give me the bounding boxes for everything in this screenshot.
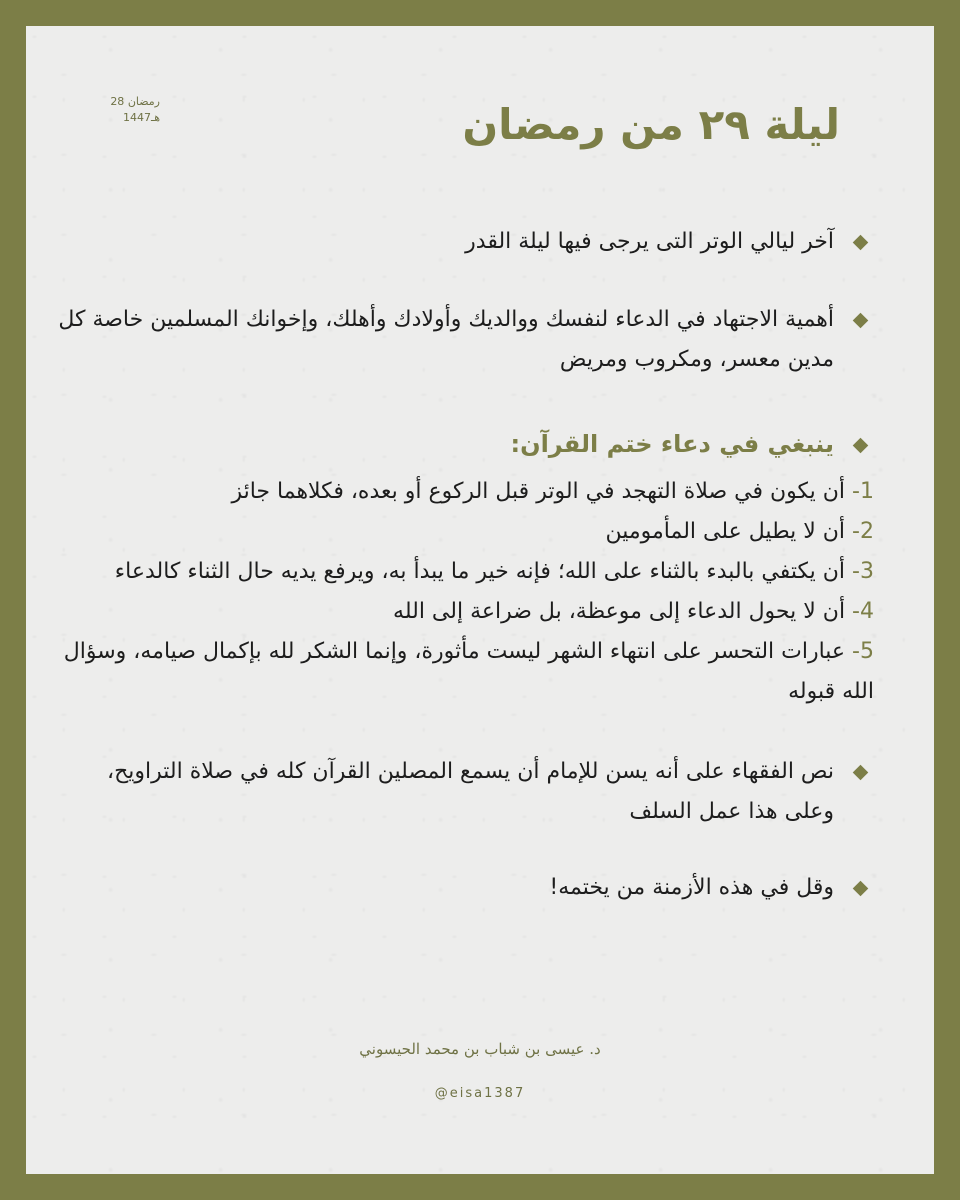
- bullet-text: وقل في هذه الأزمنة من يختمه!: [549, 875, 834, 900]
- list-item-text: عبارات التحسر على انتهاء الشهر ليست مأثورة، وإنما الشكر لله بإكمال صيامه، وسؤال الله قبوله: [63, 639, 874, 704]
- list-item-text: أن لا يحول الدعاء إلى موعظة، بل ضراعة إلى الله: [393, 599, 853, 624]
- diamond-bullet-icon: [853, 438, 869, 454]
- diamond-bullet-icon: [853, 235, 869, 251]
- list-item-text: أن يكون في صلاة التهجد في الوتر قبل الركوع أو بعده، فكلاهما جائز: [231, 479, 853, 504]
- post-card: [26, 26, 934, 1174]
- list-item-text: أن يكتفي بالبدء بالثناء على الله؛ فإنه خير ما يبدأ به، ويرفع يديه حال الثناء كالدعاء: [114, 559, 853, 584]
- content-body: [54, 222, 874, 908]
- list-item: [54, 632, 874, 712]
- page-title: ليلة ٢٩ من رمضان: [462, 100, 840, 149]
- list-item: [54, 472, 874, 512]
- list-item: [54, 592, 874, 632]
- bullet-text: آخر ليالي الوتر التى يرجى فيها ليلة القدر: [465, 229, 834, 254]
- bullet-text: نص الفقهاء على أنه يسن للإمام أن يسمع المصلين القرآن كله في صلاة التراويح، وعلى هذا عمل السلف: [106, 759, 834, 824]
- diamond-bullet-icon: [853, 313, 869, 329]
- heading-text: ينبغي في دعاء ختم القرآن:: [510, 430, 834, 458]
- numbered-list: [54, 472, 874, 712]
- bullet-full-recitation: [54, 752, 874, 832]
- section-heading: [54, 424, 874, 464]
- author-signature: د. عيسى بن شباب بن محمد الحيسوني: [359, 1040, 601, 1058]
- list-item-text: أن لا يطيل على المأمومين: [605, 519, 853, 544]
- bullet-dua-importance: [54, 300, 874, 380]
- list-item-number: 5-: [852, 639, 874, 664]
- date-year: 1447هـ: [122, 111, 160, 124]
- date-day-month: 28 رمضان: [110, 95, 160, 108]
- list-item-number: 1-: [852, 479, 874, 504]
- diamond-bullet-icon: [853, 765, 869, 781]
- bullet-text: أهمية الاجتهاد في الدعاء لنفسك ووالديك وأولادك وأهلك، وإخوانك المسلمين خاصة كل مدين معسر، ومكروب ومريض: [58, 307, 834, 372]
- list-item-number: 2-: [852, 519, 874, 544]
- bullet-rarity: [54, 868, 874, 908]
- list-item: [54, 552, 874, 592]
- bullet-laylat-al-qadr: [54, 222, 874, 262]
- diamond-bullet-icon: [853, 881, 869, 897]
- list-item-number: 3-: [852, 559, 874, 584]
- list-item-number: 4-: [852, 599, 874, 624]
- hijri-date: [90, 94, 160, 126]
- author-handle: @eisa1387: [434, 1086, 526, 1101]
- list-item: [54, 512, 874, 552]
